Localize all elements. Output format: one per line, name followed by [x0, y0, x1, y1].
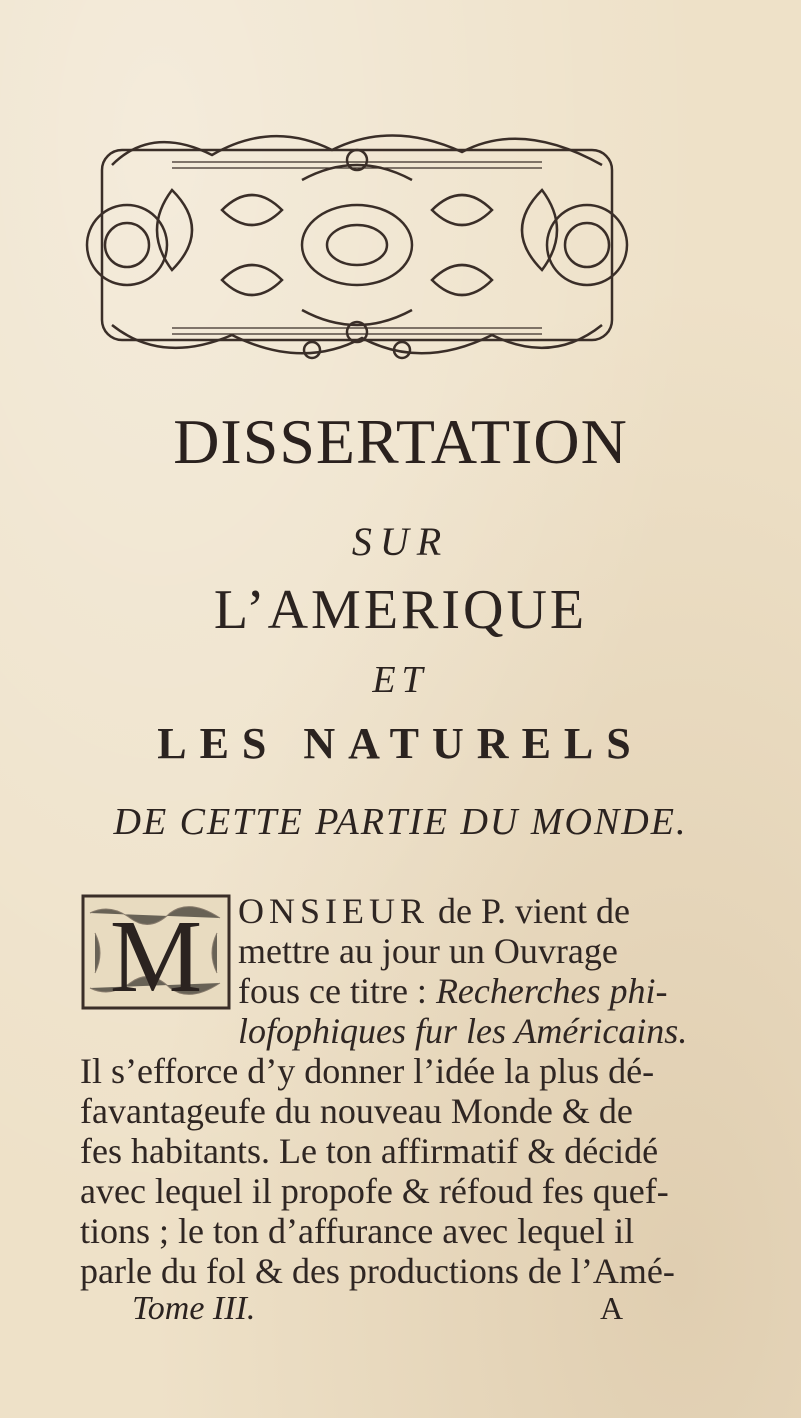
text-line-3	[238, 970, 668, 1012]
text-line-9: tions ; le ton d’affurance avec lequel il	[80, 1211, 635, 1251]
text-line-7: fes habitants. Le ton affirmatif & décidé	[80, 1131, 659, 1171]
text-line-4: lofophiques fur les Américains.	[238, 1011, 688, 1051]
page-title: DISSERTATION	[173, 406, 628, 477]
title-amerique: L’AMERIQUE	[213, 579, 588, 641]
line3-roman: fous ce titre :	[238, 971, 436, 1011]
text-line-6: favantageufe du nouveau Monde & de	[80, 1091, 633, 1131]
title-sur: SUR	[351, 519, 450, 564]
woodcut-ornament-icon	[72, 120, 642, 375]
title-partie: DE CETTE PARTIE DU MONDE.	[113, 801, 688, 843]
tome-label: Tome III.	[132, 1290, 256, 1327]
line3-italic: Recherches phi-	[435, 971, 668, 1011]
text-line-10: parle du fol & des productions de l’Amé-	[80, 1251, 675, 1291]
decorated-initial-icon	[80, 893, 232, 1011]
title-et: ET	[372, 659, 429, 701]
smallcaps-word: ONSIEUR	[238, 891, 430, 931]
dropcap-letter: M	[109, 899, 203, 1011]
text-line-5: Il s’efforce d’y donner l’idée la plus dé-	[80, 1051, 655, 1091]
text-line-1	[238, 890, 630, 932]
text-line-2: mettre au jour un Ouvrage	[238, 931, 618, 971]
signature-mark: A	[600, 1290, 624, 1326]
line1-rest: de P. vient de	[429, 891, 630, 931]
text-line-8: avec lequel il propofe & réfoud fes quef-	[80, 1171, 669, 1211]
title-naturels: LES NATURELS	[157, 719, 644, 768]
